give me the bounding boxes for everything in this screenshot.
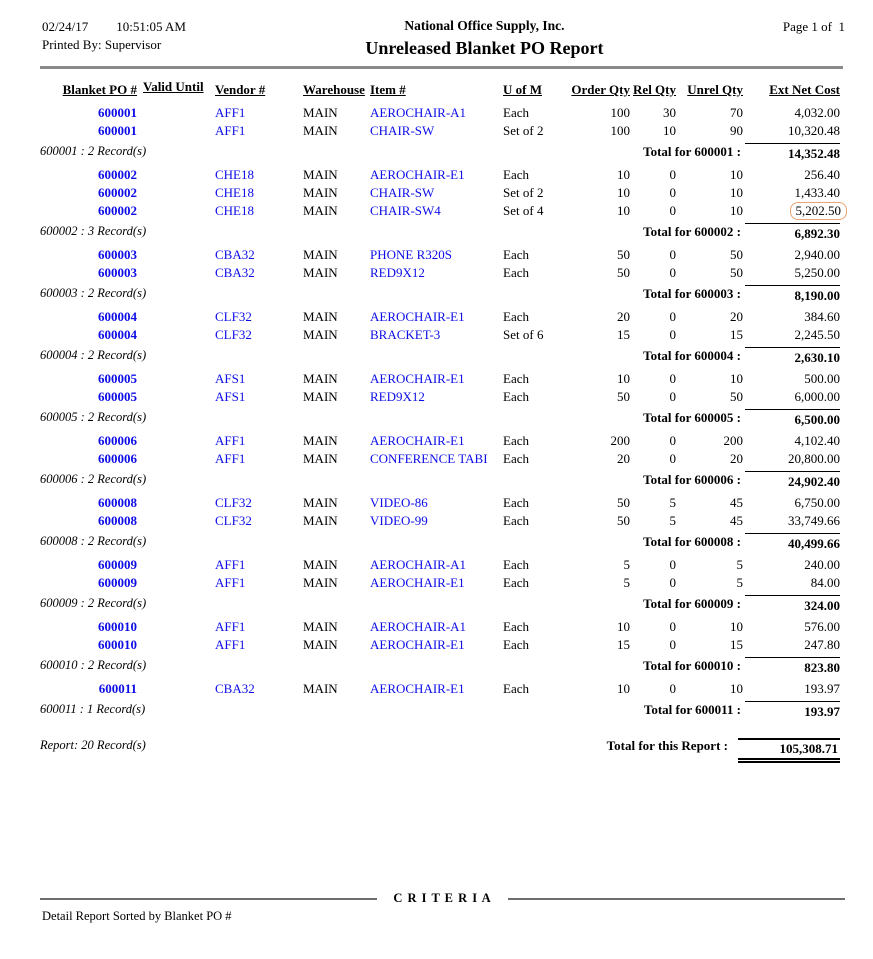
cell-uom: Each [503, 575, 529, 590]
table-row [40, 432, 840, 450]
cell-unrel-qty: 5 [736, 575, 743, 590]
column-header-row [40, 81, 840, 99]
cell-vendor[interactable]: AFF1 [215, 575, 246, 590]
cell-ext-net-cost[interactable]: 5,202.50 [790, 202, 848, 220]
criteria-divider [40, 891, 845, 906]
table-row [40, 388, 840, 406]
cell-order-qty: 50 [617, 247, 630, 262]
cell-valid-until [137, 104, 207, 122]
cell-valid-until [137, 512, 207, 530]
cell-uom: Set of 2 [503, 185, 544, 200]
printed-by: Printed By: Supervisor [42, 37, 162, 52]
cell-vendor[interactable]: AFS1 [215, 389, 246, 404]
cell-warehouse: MAIN [303, 513, 338, 528]
cell-item[interactable]: VIDEO-99 [370, 513, 428, 528]
group-summary-row [40, 701, 840, 720]
group-record-count: 600002 : 3 Record(s) [40, 224, 147, 238]
cell-rel-qty: 0 [669, 575, 676, 590]
cell-vendor[interactable]: AFF1 [215, 619, 246, 634]
cell-valid-until [137, 432, 207, 450]
cell-valid-until [137, 680, 207, 698]
cell-ext-net-cost: 10,320.48 [788, 123, 840, 138]
table-row [40, 326, 840, 344]
cell-valid-until [137, 370, 207, 388]
cell-ext-net-cost: 193.97 [804, 681, 840, 696]
group-total-label: Total for 600005 : [643, 410, 741, 425]
cell-order-qty: 10 [617, 681, 630, 696]
cell-uom: Each [503, 451, 529, 466]
column-header-order-qty: Order Qty [571, 82, 630, 97]
cell-ext-net-cost: 6,000.00 [794, 389, 840, 404]
cell-uom: Each [503, 247, 529, 262]
report-summary-row [40, 738, 840, 763]
page-indicator: Page 1 of 1 [782, 19, 845, 34]
cell-order-qty: 200 [610, 433, 630, 448]
cell-warehouse: MAIN [303, 105, 338, 120]
cell-order-qty: 5 [623, 557, 630, 572]
cell-valid-until [137, 184, 207, 202]
cell-item[interactable]: AEROCHAIR-E1 [370, 309, 465, 324]
cell-valid-until [137, 618, 207, 636]
cell-blanket-po[interactable]: 600005 [98, 389, 137, 404]
cell-unrel-qty: 5 [736, 557, 743, 572]
cell-order-qty: 10 [617, 371, 630, 386]
company-name: National Office Supply, Inc. [404, 18, 565, 33]
cell-blanket-po[interactable]: 600008 [98, 495, 137, 510]
cell-valid-until [137, 166, 207, 184]
table-row [40, 494, 840, 512]
cell-ext-net-cost: 20,800.00 [788, 451, 840, 466]
cell-rel-qty: 0 [669, 557, 676, 572]
cell-uom: Each [503, 557, 529, 572]
cell-valid-until [137, 202, 207, 220]
table-row [40, 246, 840, 264]
table-row [40, 264, 840, 282]
cell-uom: Each [503, 433, 529, 448]
table-row [40, 370, 840, 388]
group-total-label: Total for 600003 : [643, 286, 741, 301]
cell-uom: Each [503, 309, 529, 324]
cell-blanket-po[interactable]: 600003 [98, 265, 137, 280]
group-summary-row [40, 143, 840, 162]
table-row [40, 618, 840, 636]
cell-warehouse: MAIN [303, 185, 338, 200]
cell-rel-qty: 0 [669, 265, 676, 280]
cell-warehouse: MAIN [303, 247, 338, 262]
cell-vendor[interactable]: AFF1 [215, 433, 246, 448]
table-row [40, 184, 840, 202]
group-total-value: 823.80 [745, 657, 840, 676]
cell-uom: Each [503, 389, 529, 404]
cell-item[interactable]: CHAIR-SW [370, 123, 435, 138]
cell-uom: Set of 4 [503, 203, 544, 218]
group-total-label: Total for 600009 : [643, 596, 741, 611]
cell-order-qty: 15 [617, 327, 630, 342]
group-summary-row [40, 657, 840, 676]
report-record-count: Report: 20 Record(s) [40, 738, 146, 752]
group-record-count: 600009 : 2 Record(s) [40, 596, 147, 610]
cell-item[interactable]: RED9X12 [370, 265, 425, 280]
group-total-value: 193.97 [745, 701, 840, 720]
cell-blanket-po[interactable]: 600010 [98, 619, 137, 634]
cell-rel-qty: 10 [663, 123, 676, 138]
cell-blanket-po[interactable]: 600009 [98, 575, 137, 590]
table-row [40, 636, 840, 654]
group-total-value: 8,190.00 [745, 285, 840, 304]
cell-unrel-qty: 20 [730, 451, 743, 466]
cell-blanket-po[interactable]: 600011 [98, 681, 137, 696]
cell-item[interactable]: AEROCHAIR-A1 [370, 105, 467, 120]
group-total-label: Total for 600006 : [643, 472, 741, 487]
cell-valid-until [137, 326, 207, 344]
group-record-count: 600005 : 2 Record(s) [40, 410, 147, 424]
cell-order-qty: 10 [617, 167, 630, 182]
cell-item[interactable]: AEROCHAIR-A1 [370, 557, 467, 572]
group-total-value: 324.00 [745, 595, 840, 614]
cell-blanket-po[interactable]: 600001 [98, 105, 137, 120]
cell-blanket-po[interactable]: 600005 [98, 371, 137, 386]
table-row [40, 574, 840, 592]
group-record-count: 600003 : 2 Record(s) [40, 286, 147, 300]
cell-item[interactable]: AEROCHAIR-A1 [370, 619, 467, 634]
group-record-count: 600006 : 2 Record(s) [40, 472, 147, 486]
group-record-count: 600008 : 2 Record(s) [40, 534, 147, 548]
cell-ext-net-cost: 1,433.40 [794, 185, 840, 200]
criteria-title: C R I T E R I A [393, 891, 492, 905]
table-row [40, 202, 840, 220]
cell-vendor[interactable]: AFS1 [215, 371, 246, 386]
cell-item[interactable]: PHONE R320S [370, 247, 452, 262]
cell-order-qty: 100 [610, 105, 630, 120]
column-header-rel-qty: Rel Qty [633, 82, 676, 97]
cell-uom: Each [503, 371, 529, 386]
cell-warehouse: MAIN [303, 451, 338, 466]
cell-blanket-po[interactable]: 600006 [98, 433, 137, 448]
column-header-vendor: Vendor # [215, 82, 266, 97]
group-summary-row [40, 595, 840, 614]
cell-ext-net-cost: 4,102.40 [794, 433, 840, 448]
group-total-label: Total for 600001 : [643, 144, 741, 159]
cell-item[interactable]: BRACKET-3 [370, 327, 441, 342]
cell-ext-net-cost: 5,250.00 [794, 265, 840, 280]
cell-uom: Each [503, 105, 529, 120]
cell-valid-until [137, 264, 207, 282]
cell-order-qty: 50 [617, 495, 630, 510]
cell-rel-qty: 0 [669, 681, 676, 696]
group-total-value: 24,902.40 [745, 471, 840, 490]
cell-blanket-po[interactable]: 600003 [98, 247, 137, 262]
group-total-label: Total for 600004 : [643, 348, 741, 363]
cell-valid-until [137, 308, 207, 326]
cell-blanket-po[interactable]: 600001 [98, 123, 137, 138]
cell-blanket-po[interactable]: 600006 [98, 451, 137, 466]
cell-unrel-qty: 45 [730, 513, 743, 528]
table-row [40, 104, 840, 122]
cell-vendor[interactable]: CHE18 [215, 185, 254, 200]
cell-valid-until [137, 388, 207, 406]
cell-unrel-qty: 10 [730, 203, 743, 218]
cell-order-qty: 10 [617, 185, 630, 200]
cell-uom: Each [503, 265, 529, 280]
cell-rel-qty: 30 [663, 105, 676, 120]
cell-unrel-qty: 50 [730, 389, 743, 404]
cell-order-qty: 10 [617, 619, 630, 634]
cell-vendor[interactable]: AFF1 [215, 557, 246, 572]
cell-item[interactable]: CHAIR-SW4 [370, 203, 441, 218]
cell-item[interactable]: AEROCHAIR-E1 [370, 371, 465, 386]
cell-ext-net-cost: 6,750.00 [794, 495, 840, 510]
cell-ext-net-cost: 2,940.00 [794, 247, 840, 262]
table-row [40, 450, 840, 468]
cell-valid-until [137, 494, 207, 512]
column-header-uom: U of M [503, 82, 542, 97]
cell-warehouse: MAIN [303, 389, 338, 404]
cell-valid-until [137, 450, 207, 468]
cell-warehouse: MAIN [303, 575, 338, 590]
column-header-unrel-qty: Unrel Qty [687, 82, 743, 97]
cell-warehouse: MAIN [303, 203, 338, 218]
cell-warehouse: MAIN [303, 637, 338, 652]
cell-warehouse: MAIN [303, 619, 338, 634]
cell-warehouse: MAIN [303, 557, 338, 572]
cell-order-qty: 5 [623, 575, 630, 590]
cell-item[interactable]: AEROCHAIR-E1 [370, 433, 465, 448]
cell-rel-qty: 0 [669, 371, 676, 386]
cell-blanket-po[interactable]: 600010 [98, 637, 137, 652]
table-body [40, 104, 840, 720]
group-total-value: 2,630.10 [745, 347, 840, 366]
cell-unrel-qty: 90 [730, 123, 743, 138]
cell-vendor[interactable]: AFF1 [215, 637, 246, 652]
column-header-blanket-po: Blanket PO # [62, 82, 137, 97]
cell-ext-net-cost: 2,245.50 [794, 327, 840, 342]
cell-order-qty: 100 [610, 123, 630, 138]
report-table [40, 81, 840, 720]
report-time: 10:51:05 AM [116, 19, 186, 34]
cell-valid-until [137, 636, 207, 654]
cell-valid-until [137, 574, 207, 592]
cell-unrel-qty: 10 [730, 681, 743, 696]
group-summary-row [40, 409, 840, 428]
group-summary-row [40, 223, 840, 242]
group-total-label: Total for 600010 : [643, 658, 741, 673]
cell-ext-net-cost: 247.80 [804, 637, 840, 652]
cell-uom: Each [503, 619, 529, 634]
cell-rel-qty: 0 [669, 389, 676, 404]
criteria-rule-right [508, 898, 845, 900]
cell-rel-qty: 5 [669, 495, 676, 510]
cell-order-qty: 50 [617, 513, 630, 528]
cell-valid-until [137, 122, 207, 140]
cell-unrel-qty: 50 [730, 265, 743, 280]
cell-item[interactable]: AEROCHAIR-E1 [370, 575, 465, 590]
cell-unrel-qty: 200 [723, 433, 743, 448]
group-total-label: Total for 600008 : [643, 534, 741, 549]
group-total-label: Total for 600002 : [643, 224, 741, 239]
group-record-count: 600001 : 2 Record(s) [40, 144, 147, 158]
cell-vendor[interactable]: AFF1 [215, 123, 246, 138]
cell-rel-qty: 0 [669, 433, 676, 448]
cell-rel-qty: 0 [669, 451, 676, 466]
cell-ext-net-cost: 576.00 [804, 619, 840, 634]
column-header-warehouse: Warehouse [303, 82, 365, 97]
table-row [40, 122, 840, 140]
cell-blanket-po[interactable]: 600004 [98, 327, 137, 342]
group-total-value: 40,499.66 [745, 533, 840, 552]
table-row [40, 556, 840, 574]
cell-unrel-qty: 20 [730, 309, 743, 324]
table-row [40, 166, 840, 184]
cell-vendor[interactable]: CLF32 [215, 309, 252, 324]
report-total-label: Total for this Report : [606, 738, 728, 753]
header-rule [40, 66, 843, 69]
group-record-count: 600004 : 2 Record(s) [40, 348, 147, 362]
cell-rel-qty: 5 [669, 513, 676, 528]
cell-order-qty: 15 [617, 637, 630, 652]
cell-warehouse: MAIN [303, 371, 338, 386]
cell-ext-net-cost: 500.00 [804, 371, 840, 386]
cell-vendor[interactable]: CBA32 [215, 681, 255, 696]
cell-blanket-po[interactable]: 600002 [98, 167, 137, 182]
cell-rel-qty: 0 [669, 185, 676, 200]
cell-item[interactable]: VIDEO-86 [370, 495, 428, 510]
cell-unrel-qty: 15 [730, 637, 743, 652]
column-header-item: Item # [370, 82, 406, 97]
cell-warehouse: MAIN [303, 265, 338, 280]
cell-blanket-po[interactable]: 600002 [98, 185, 137, 200]
cell-vendor[interactable]: CHE18 [215, 167, 254, 182]
cell-blanket-po[interactable]: 600002 [98, 203, 137, 218]
group-record-count: 600011 : 1 Record(s) [40, 702, 146, 716]
cell-ext-net-cost: 240.00 [804, 557, 840, 572]
cell-unrel-qty: 50 [730, 247, 743, 262]
cell-order-qty: 20 [617, 309, 630, 324]
group-summary-row [40, 347, 840, 366]
cell-uom: Set of 2 [503, 123, 544, 138]
cell-blanket-po[interactable]: 600008 [98, 513, 137, 528]
report-header [0, 0, 873, 59]
cell-valid-until [137, 556, 207, 574]
cell-blanket-po[interactable]: 600004 [98, 309, 137, 324]
cell-uom: Each [503, 681, 529, 696]
group-summary-row [40, 533, 840, 552]
cell-item[interactable]: AEROCHAIR-E1 [370, 637, 465, 652]
cell-uom: Each [503, 167, 529, 182]
cell-vendor[interactable]: AFF1 [215, 105, 246, 120]
cell-warehouse: MAIN [303, 433, 338, 448]
cell-rel-qty: 0 [669, 327, 676, 342]
cell-order-qty: 20 [617, 451, 630, 466]
cell-vendor[interactable]: CBA32 [215, 247, 255, 262]
cell-uom: Set of 6 [503, 327, 544, 342]
cell-vendor[interactable]: CLF32 [215, 495, 252, 510]
cell-vendor[interactable]: CLF32 [215, 327, 252, 342]
cell-order-qty: 10 [617, 203, 630, 218]
criteria-text: Detail Report Sorted by Blanket PO # [42, 909, 232, 923]
cell-rel-qty: 0 [669, 637, 676, 652]
table-row [40, 512, 840, 530]
cell-ext-net-cost: 256.40 [804, 167, 840, 182]
cell-rel-qty: 0 [669, 309, 676, 324]
cell-warehouse: MAIN [303, 681, 338, 696]
report-date: 02/24/17 [42, 19, 89, 34]
cell-item[interactable]: AEROCHAIR-E1 [370, 681, 465, 696]
cell-ext-net-cost: 84.00 [810, 575, 840, 590]
group-total-label: Total for 600011 : [643, 702, 741, 717]
table-row [40, 308, 840, 326]
cell-blanket-po[interactable]: 600009 [98, 557, 137, 572]
cell-vendor[interactable]: CHE18 [215, 203, 254, 218]
cell-vendor[interactable]: CBA32 [215, 265, 255, 280]
group-total-value: 6,892.30 [745, 223, 840, 242]
cell-rel-qty: 0 [669, 247, 676, 262]
cell-order-qty: 50 [617, 389, 630, 404]
cell-uom: Each [503, 495, 529, 510]
report-total-value: 105,308.71 [738, 738, 840, 763]
cell-ext-net-cost: 4,032.00 [794, 105, 840, 120]
cell-unrel-qty: 15 [730, 327, 743, 342]
cell-item[interactable]: CHAIR-SW [370, 185, 435, 200]
cell-uom: Each [503, 637, 529, 652]
criteria-rule-left [40, 898, 377, 900]
page-title: Unreleased Blanket PO Report [365, 38, 604, 58]
cell-unrel-qty: 45 [730, 495, 743, 510]
cell-vendor[interactable]: CLF32 [215, 513, 252, 528]
column-header-ext-net-cost: Ext Net Cost [769, 82, 840, 97]
group-summary-row [40, 285, 840, 304]
column-header-valid-until: Valid Until [143, 79, 204, 94]
cell-item[interactable]: AEROCHAIR-E1 [370, 167, 465, 182]
group-summary-row [40, 471, 840, 490]
cell-rel-qty: 0 [669, 203, 676, 218]
cell-rel-qty: 0 [669, 167, 676, 182]
cell-warehouse: MAIN [303, 123, 338, 138]
cell-rel-qty: 0 [669, 619, 676, 634]
cell-unrel-qty: 10 [730, 185, 743, 200]
cell-item[interactable]: CONFERENCE TABI [370, 451, 488, 466]
cell-warehouse: MAIN [303, 495, 338, 510]
cell-unrel-qty: 10 [730, 167, 743, 182]
group-total-value: 6,500.00 [745, 409, 840, 428]
table-row [40, 680, 840, 698]
cell-ext-net-cost: 33,749.66 [788, 513, 840, 528]
cell-unrel-qty: 10 [730, 619, 743, 634]
cell-item[interactable]: RED9X12 [370, 389, 425, 404]
cell-vendor[interactable]: AFF1 [215, 451, 246, 466]
cell-warehouse: MAIN [303, 327, 338, 342]
cell-ext-net-cost: 384.60 [804, 309, 840, 324]
group-record-count: 600010 : 2 Record(s) [40, 658, 147, 672]
group-total-value: 14,352.48 [745, 143, 840, 162]
cell-valid-until [137, 246, 207, 264]
cell-order-qty: 50 [617, 265, 630, 280]
cell-unrel-qty: 10 [730, 371, 743, 386]
cell-unrel-qty: 70 [730, 105, 743, 120]
cell-uom: Each [503, 513, 529, 528]
cell-warehouse: MAIN [303, 167, 338, 182]
cell-warehouse: MAIN [303, 309, 338, 324]
